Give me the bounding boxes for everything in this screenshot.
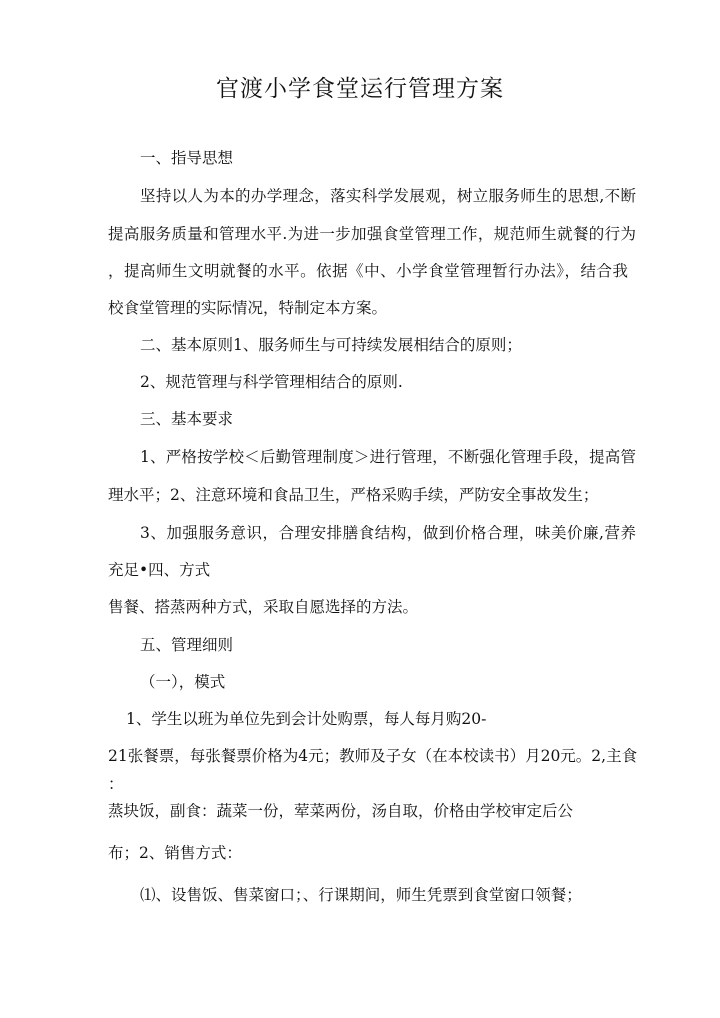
paragraph-line: ⑴、设售饭、售菜窗口；、行课期间，师生凭票到食堂窗口领餐；: [140, 886, 582, 904]
paragraph-line: 提高服务质量和管理水平.为进一步加强食堂管理工作，规范师生就餐的行为: [108, 225, 636, 243]
section-heading-methods: 充足•四、方式: [108, 561, 211, 579]
paragraph-line: 1、严格按学校＜后勤管理制度＞进行管理，不断强化管理手段，提高管: [140, 448, 636, 466]
paragraph-line: 校食堂管理的实际情况，特制定本方案。: [108, 299, 388, 317]
section-heading-basic-principles: 二、基本原则1、服务师生与可持续发展相结合的原则；: [140, 336, 522, 354]
paragraph-line: 蒸块饭，副食：蔬菜一份，荤菜两份，汤自取，价格由学校审定后公: [108, 802, 574, 820]
section-heading-guiding-thought: 一、指导思想: [140, 149, 234, 167]
section-heading-basic-requirements: 三、基本要求: [140, 410, 234, 428]
paragraph-line: 售餐、搭蒸两种方式，采取自愿选择的方法。: [108, 598, 419, 616]
paragraph-line: 布；2、销售方式：: [108, 844, 242, 862]
paragraph-line: ，提高师生文明就餐的水平。依据《中、小学食堂管理暂行办法》，结合我: [108, 262, 628, 280]
paragraph-line: 2、规范管理与科学管理相结合的原则.: [140, 373, 403, 391]
section-heading-management-rules: 五、管理细则: [140, 636, 234, 654]
paragraph-line: 3、加强服务意识，合理安排膳食结构，做到价格合理，味美价廉,营养: [140, 524, 636, 542]
paragraph-line: 坚持以人为本的办学理念，落实科学发展观，树立服务师生的思想,不断: [140, 187, 636, 205]
paragraph-line: ：: [108, 775, 124, 793]
paragraph-line: 21张餐票，每张餐票价格为4元；教师及子女（在本校读书）月20元。2,主食: [108, 747, 638, 765]
subsection-heading-mode: （一），模式: [140, 673, 226, 691]
paragraph-line: 1、学生以班为单位先到会计处购票，每人每月购20-: [126, 710, 487, 728]
document-title: 官渡小学食堂运行管理方案: [216, 76, 504, 102]
paragraph-line: 理水平；2、注意环境和食品卫生，严格采购手续，严防安全事故发生；: [108, 486, 599, 504]
